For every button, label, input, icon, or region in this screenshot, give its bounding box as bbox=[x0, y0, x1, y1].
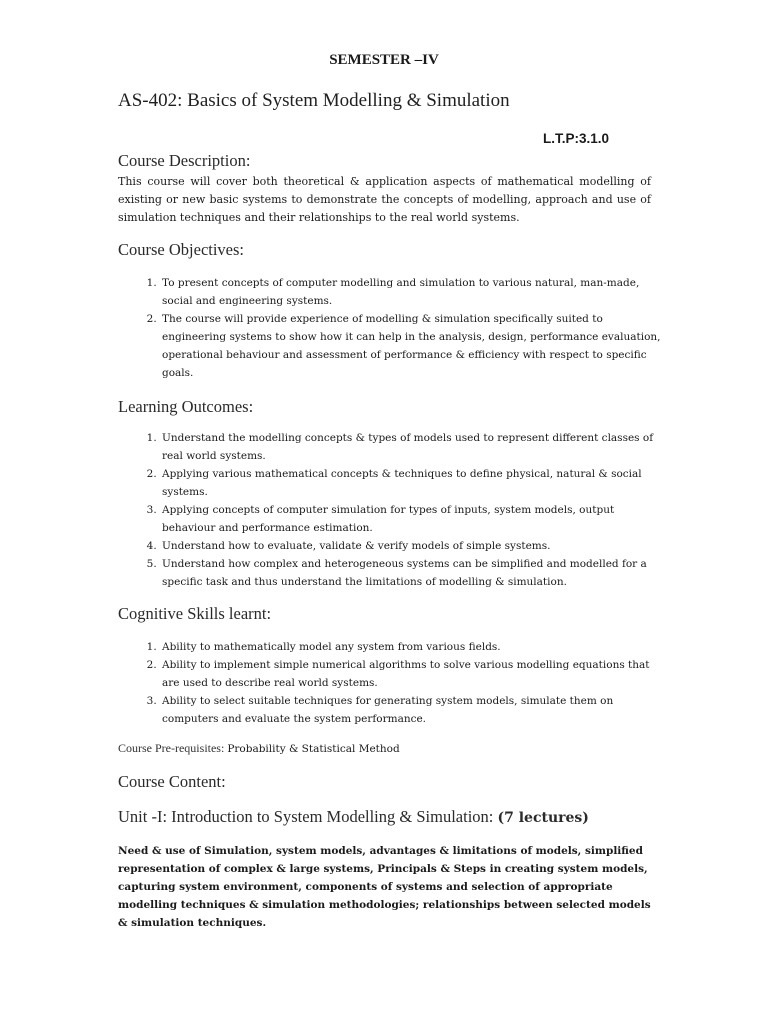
cognitive-skills-heading: Cognitive Skills learnt: bbox=[118, 604, 272, 623]
list-item: 1. To present concepts of computer modelling and simulation to various natural, man-made, social and engineering systems. bbox=[160, 274, 665, 310]
list-item: 5. Understand how complex and heterogeneous systems can be simplified and modelled for a specific task and thus understand the limitations of modelling & simulation. bbox=[160, 555, 665, 591]
list-item: 2. The course will provide experience of modelling & simulation specifically suited to engineering systems to show how it can help in the analysis, design, performance evaluation, operational behaviour and assessment of performance & efficiency with respect to specific goals. bbox=[160, 310, 665, 382]
ltp-value: L.T.P:3.1.0 bbox=[543, 131, 610, 146]
list-item: 1. Ability to mathematically model any system from various fields. bbox=[160, 638, 665, 656]
unit-lectures: (7 lectures) bbox=[497, 810, 589, 826]
list-item: 4. Understand how to evaluate, validate & verify models of simple systems. bbox=[160, 537, 665, 555]
learning-outcomes-list bbox=[132, 429, 665, 591]
course-content-heading: Course Content: bbox=[118, 772, 226, 791]
course-objectives-list bbox=[132, 274, 665, 382]
prerequisites-value: Probability & Statistical Method bbox=[227, 743, 400, 755]
learning-outcomes-heading: Learning Outcomes: bbox=[118, 397, 254, 416]
course-title: AS-402: Basics of System Modelling & Simulation bbox=[118, 90, 510, 111]
course-description-heading: Course Description: bbox=[118, 151, 251, 170]
prerequisites-label: Course Pre-requisites: bbox=[118, 741, 228, 755]
list-item: 2. Applying various mathematical concepts & techniques to define physical, natural & social systems. bbox=[160, 465, 665, 501]
unit-title: Unit -I: Introduction to System Modelling & Simulation: bbox=[118, 807, 498, 826]
list-item: 3. Applying concepts of computer simulation for types of inputs, system models, output behaviour and performance estimation. bbox=[160, 501, 665, 537]
list-item: 2. Ability to implement simple numerical algorithms to solve various modelling equations that are used to describe real world systems. bbox=[160, 656, 665, 692]
course-objectives-heading: Course Objectives: bbox=[118, 240, 245, 259]
list-item: 1. Understand the modelling concepts & types of models used to represent different classes of real world systems. bbox=[160, 429, 665, 465]
cognitive-skills-list bbox=[132, 638, 665, 728]
unit-heading bbox=[118, 807, 589, 827]
prerequisites-line bbox=[118, 741, 400, 756]
unit-description-text: Need & use of Simulation, system models, advantages & limitations of models, simplified representation of complex & large systems, Principals & Steps in creating system models, capturing system environment, components of systems and selection of appropriate modelling techniques & simulation methodologies; relationships between selected models & simulation techniques. bbox=[118, 845, 651, 929]
course-description-text: This course will cover both theoretical & application aspects of mathematical modelling of existing or new basic systems to demonstrate the concepts of modelling, approach and use of simulation techniques and their relationships to the real world systems. bbox=[118, 175, 651, 224]
semester-heading: SEMESTER –IV bbox=[329, 52, 439, 68]
list-item: 3. Ability to select suitable techniques for generating system models, simulate them on computers and evaluate the system performance. bbox=[160, 692, 665, 728]
